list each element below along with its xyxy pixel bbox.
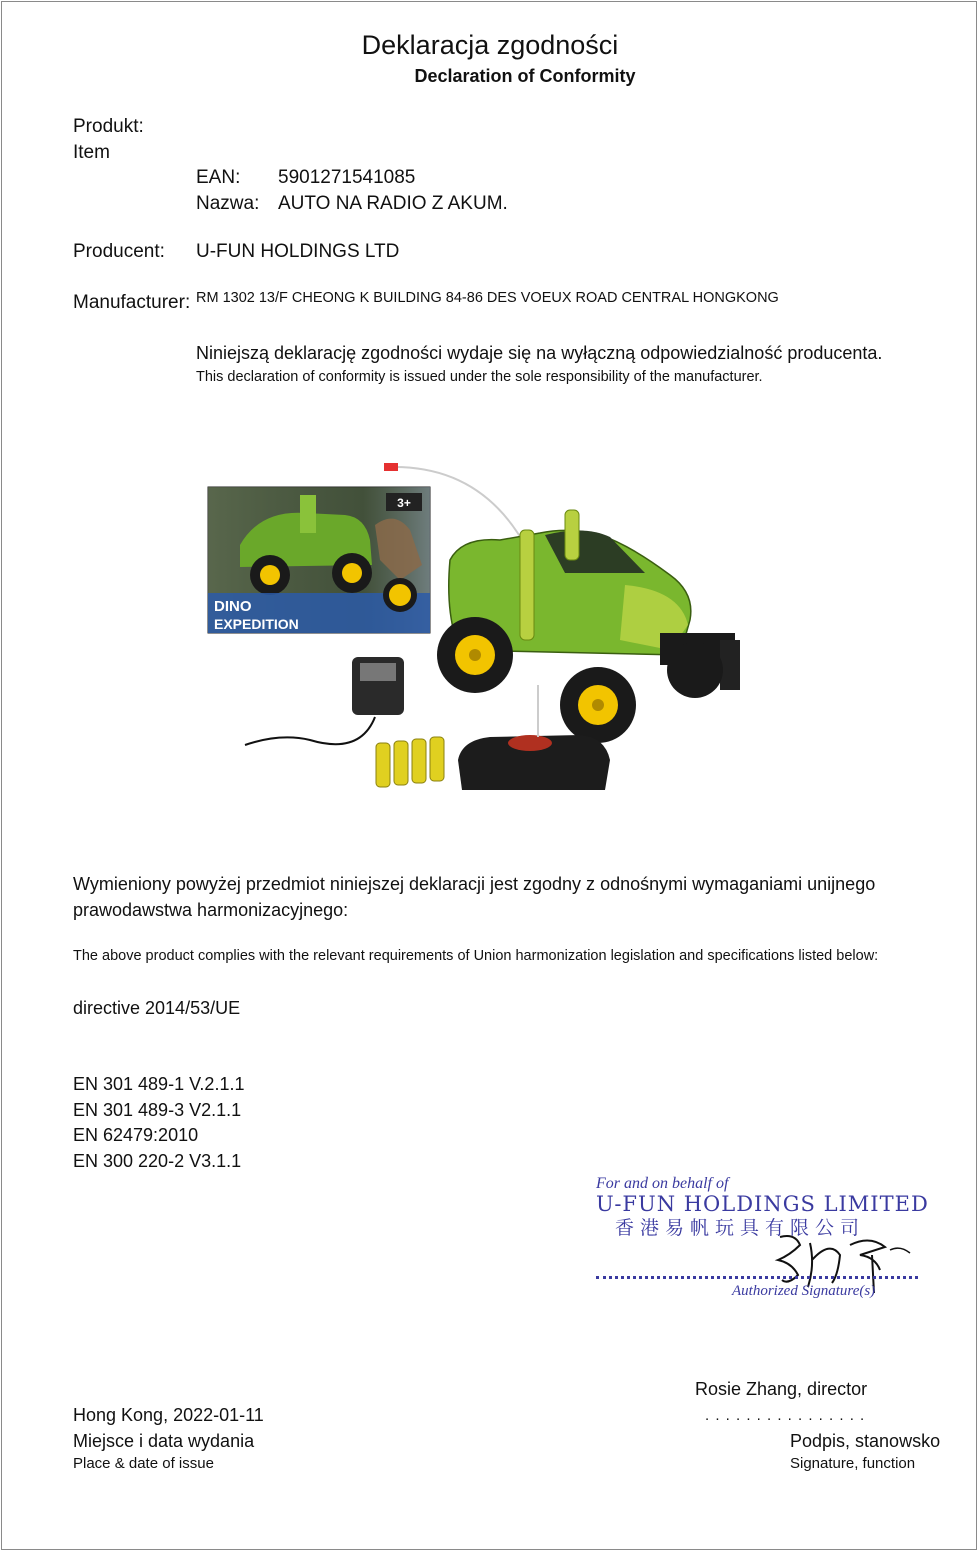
producer-label-pl: Producent: <box>73 241 165 262</box>
compliance-en: The above product complies with the relevant requirements of Union harmonization legislation and specifications listed below: <box>73 948 879 964</box>
stamp-on-behalf: For and on behalf of <box>596 1175 729 1192</box>
place-date-label-pl: Miejsce i data wydania <box>73 1431 255 1451</box>
place-date-label-en: Place & date of issue <box>73 1455 214 1472</box>
compliance-pl-line2: prawodawstwa harmonizacyjnego: <box>73 900 349 920</box>
name-label: Nazwa: <box>196 193 260 214</box>
stamp-company-name: U-FUN HOLDINGS LIMITED <box>596 1192 929 1216</box>
batteries <box>376 737 444 787</box>
packaging-box <box>208 487 430 633</box>
ean-label: EAN: <box>196 167 241 188</box>
document-title: Deklaracja zgodności <box>361 30 619 60</box>
producer-name: U-FUN HOLDINGS LTD <box>196 241 400 262</box>
name-value: AUTO NA RADIO Z AKUM. <box>278 193 508 214</box>
manufacturer-address: RM 1302 13/F CHEONG K BUILDING 84-86 DES VOEUX ROAD CENTRAL HONGKONG <box>196 290 779 306</box>
directive: directive 2014/53/UE <box>73 998 241 1018</box>
box-title-line2: EXPEDITION <box>214 616 299 632</box>
stamp-authorized-signature: Authorized Signature(s) <box>732 1283 876 1299</box>
signatory-name: Rosie Zhang, director <box>695 1379 868 1399</box>
stamp-chinese-name: 香港易帆玩具有限公司 <box>615 1217 866 1239</box>
compliance-pl-line1: Wymieniony powyżej przedmiot niniejszej deklaracji jest zgodny z odnośnymi wymaganiami unijnego <box>73 874 876 894</box>
charger <box>245 657 404 745</box>
product-label-en: Item <box>73 142 110 163</box>
rc-car <box>437 510 740 743</box>
box-age-badge: 3+ <box>397 496 411 510</box>
standard-item: EN 300 220-2 V3.1.1 <box>73 1151 242 1171</box>
standard-item: EN 301 489-3 V2.1.1 <box>73 1100 242 1120</box>
document-subtitle: Declaration of Conformity <box>414 66 636 86</box>
stamp-dotted-line <box>596 1276 918 1279</box>
signature-label-en: Signature, function <box>790 1455 916 1472</box>
standard-item: EN 62479:2010 <box>73 1125 199 1145</box>
signature-label-pl: Podpis, stanowsko <box>790 1431 941 1451</box>
signature-dots: . . . . . . . . . . . . . . . . <box>705 1407 866 1424</box>
responsibility-en: This declaration of conformity is issued under the sole responsibility of the manufacturer. <box>196 369 763 385</box>
manufacturer-label-en: Manufacturer: <box>73 292 191 313</box>
product-label-pl: Produkt: <box>73 116 144 137</box>
box-title-line1: DINO <box>214 598 252 615</box>
place-date-value: Hong Kong, 2022-01-11 <box>73 1405 264 1425</box>
product-image <box>200 455 760 800</box>
standard-item: EN 301 489-1 V.2.1.1 <box>73 1074 245 1094</box>
responsibility-pl: Niniejszą deklarację zgodności wydaje się na wyłączną odpowiedzialność producenta. <box>196 343 883 363</box>
ean-value: 5901271541085 <box>278 167 416 188</box>
